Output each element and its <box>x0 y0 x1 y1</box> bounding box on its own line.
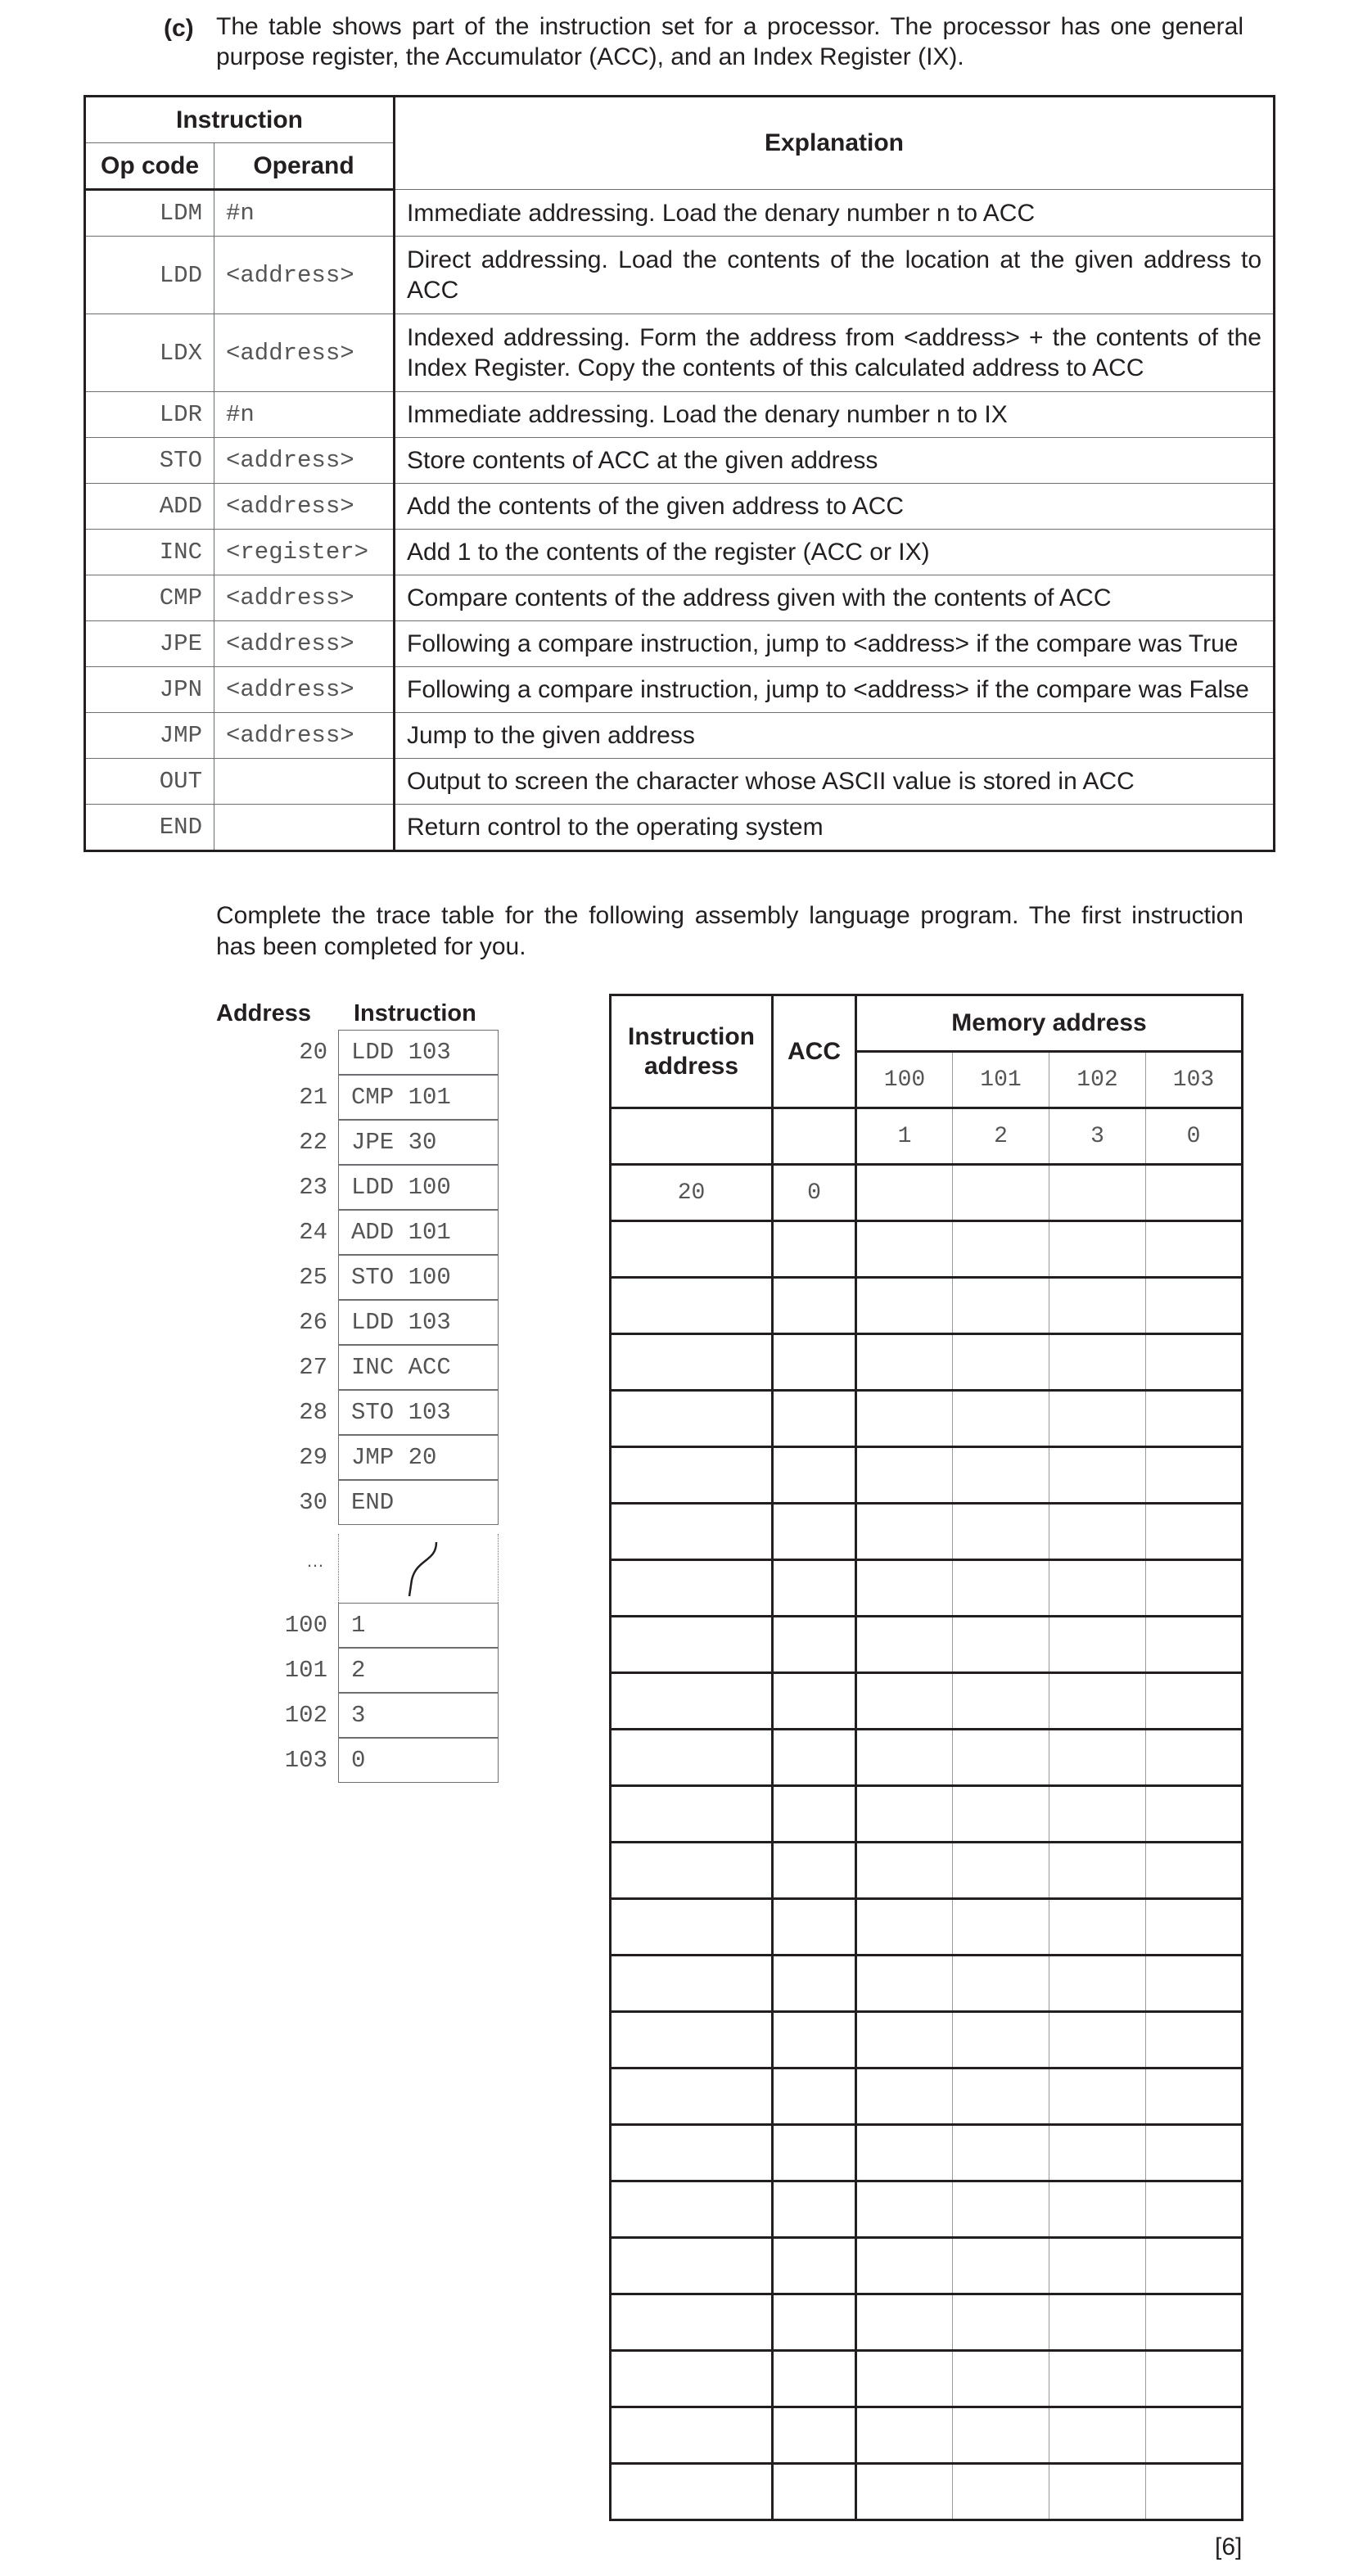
program-address: 30 <box>299 1489 327 1516</box>
trace-cell[interactable] <box>1049 1730 1146 1786</box>
trace-cell[interactable] <box>856 2181 953 2238</box>
memory-address-101: 101 <box>953 1052 1049 1108</box>
trace-cell[interactable] <box>953 2407 1049 2464</box>
operand-cell: <address> <box>214 667 395 713</box>
trace-cell[interactable] <box>773 1278 856 1334</box>
trace-cell[interactable] <box>611 2068 773 2125</box>
operand-cell: <address> <box>214 621 395 667</box>
program-address: 20 <box>299 1039 327 1066</box>
trace-cell[interactable] <box>1049 2464 1146 2520</box>
trace-cell[interactable] <box>953 1673 1049 1730</box>
trace-cell[interactable] <box>773 1899 856 1956</box>
trace-row <box>611 1334 1243 1391</box>
program-address: 101 <box>284 1657 327 1684</box>
trace-cell[interactable] <box>953 1560 1049 1617</box>
program-instruction: INC ACC <box>338 1345 499 1390</box>
initial-memory-103: 0 <box>1146 1108 1243 1165</box>
trace-cell[interactable] <box>953 2012 1049 2068</box>
trace-cell[interactable] <box>1146 1560 1243 1617</box>
trace-row <box>611 2181 1243 2238</box>
header-explanation: Explanation <box>395 97 1275 190</box>
instruction-row <box>85 530 1275 575</box>
trace-cell[interactable] <box>856 1617 953 1673</box>
instruction-row <box>85 438 1275 484</box>
instruction-row <box>85 621 1275 667</box>
trace-cell[interactable] <box>773 2012 856 2068</box>
trace-cell[interactable] <box>856 1447 953 1504</box>
trace-cell[interactable] <box>953 1899 1049 1956</box>
first-row-instruction-address: 20 <box>611 1165 773 1221</box>
trace-cell[interactable] <box>1146 2238 1243 2294</box>
trace-cell[interactable] <box>773 2181 856 2238</box>
program-instruction: STO 100 <box>338 1255 499 1300</box>
trace-cell[interactable] <box>773 1673 856 1730</box>
program-instruction: 3 <box>338 1693 499 1738</box>
trace-cell[interactable] <box>856 1391 953 1447</box>
operand-cell <box>214 759 395 805</box>
program-address: 103 <box>284 1747 327 1774</box>
trace-row <box>611 1899 1243 1956</box>
trace-cell[interactable] <box>856 1956 953 2012</box>
trace-cell[interactable] <box>856 2068 953 2125</box>
program-instruction: LDD 103 <box>338 1300 499 1345</box>
trace-cell[interactable] <box>611 1391 773 1447</box>
trace-row <box>611 1278 1243 1334</box>
opcode-cell: JMP <box>85 713 214 759</box>
trace-cell[interactable] <box>611 1956 773 2012</box>
memory-address-102: 102 <box>1049 1052 1146 1108</box>
explanation-cell: Compare contents of the address given with the contents of ACC <box>395 575 1275 621</box>
trace-cell[interactable] <box>1146 1391 1243 1447</box>
trace-cell[interactable] <box>1049 1165 1146 1221</box>
explanation-cell: Add 1 to the contents of the register (ACC or IX) <box>395 530 1275 575</box>
opcode-cell: INC <box>85 530 214 575</box>
program-instruction: ADD 101 <box>338 1210 499 1255</box>
trace-cell[interactable] <box>611 1560 773 1617</box>
trace-cell[interactable] <box>1049 1956 1146 2012</box>
trace-cell[interactable] <box>773 2068 856 2125</box>
program-address: 22 <box>299 1129 327 1156</box>
trace-row <box>611 1673 1243 1730</box>
trace-cell[interactable] <box>611 1730 773 1786</box>
trace-cell[interactable] <box>856 2294 953 2351</box>
trace-cell[interactable] <box>611 1786 773 1843</box>
trace-row <box>611 2238 1243 2294</box>
trace-cell[interactable] <box>1049 1560 1146 1617</box>
program-address: 28 <box>299 1399 327 1426</box>
trace-row <box>611 2294 1243 2351</box>
program-instruction: STO 103 <box>338 1390 499 1435</box>
trace-cell[interactable] <box>856 2012 953 2068</box>
trace-cell[interactable] <box>1146 1956 1243 2012</box>
program-instruction: 0 <box>338 1738 499 1783</box>
trace-cell[interactable] <box>611 2181 773 2238</box>
opcode-cell: LDR <box>85 392 214 438</box>
question-intro: The table shows part of the instruction set for a processor. The processor has one general purpose register, the Accumulator (ACC), and an Index Register (IX). <box>216 13 1243 70</box>
trace-cell[interactable] <box>773 1221 856 1278</box>
trace-cell[interactable] <box>1146 2181 1243 2238</box>
explanation-cell: Jump to the given address <box>395 713 1275 759</box>
trace-cell[interactable] <box>611 1447 773 1504</box>
instruction-row <box>85 237 1275 314</box>
trace-cell[interactable] <box>611 2351 773 2407</box>
trace-cell[interactable] <box>856 2238 953 2294</box>
trace-cell[interactable] <box>856 1843 953 1899</box>
trace-row <box>611 2012 1243 2068</box>
trace-row <box>611 1391 1243 1447</box>
operand-cell: <address> <box>214 484 395 530</box>
program-instruction: CMP 101 <box>338 1075 499 1120</box>
trace-cell[interactable] <box>1049 2238 1146 2294</box>
operand-cell <box>214 805 395 851</box>
memory-address-103: 103 <box>1146 1052 1243 1108</box>
trace-cell[interactable] <box>611 2294 773 2351</box>
trace-cell[interactable] <box>1146 2464 1243 2520</box>
program-address: 25 <box>299 1264 327 1291</box>
instruction-row <box>85 713 1275 759</box>
trace-table <box>609 994 1243 2521</box>
opcode-cell: ADD <box>85 484 214 530</box>
trace-cell[interactable] <box>1049 1843 1146 1899</box>
trace-cell[interactable] <box>773 1504 856 1560</box>
program-instruction: 2 <box>338 1648 499 1693</box>
trace-cell[interactable] <box>611 1673 773 1730</box>
trace-cell[interactable] <box>953 1221 1049 1278</box>
program-header-instruction: Instruction <box>354 1000 476 1026</box>
program-address: 21 <box>299 1084 327 1111</box>
trace-cell[interactable] <box>611 2125 773 2181</box>
opcode-cell: LDD <box>85 237 214 314</box>
instruction-set-table <box>83 95 1275 852</box>
task-text: Complete the trace table for the following assembly language program. The first instruction has been completed for you. <box>216 902 1243 960</box>
trace-row <box>611 1560 1243 1617</box>
header-operand: Operand <box>214 143 395 190</box>
opcode-cell: OUT <box>85 759 214 805</box>
trace-row <box>611 1843 1243 1899</box>
instruction-row <box>85 759 1275 805</box>
trace-cell[interactable] <box>1146 1843 1243 1899</box>
trace-cell[interactable] <box>1049 2407 1146 2464</box>
trace-cell[interactable] <box>856 2464 953 2520</box>
ellipsis: … <box>306 1550 324 1571</box>
initial-memory-102: 3 <box>1049 1108 1146 1165</box>
trace-cell[interactable] <box>1146 2068 1243 2125</box>
trace-cell[interactable] <box>1049 1504 1146 1560</box>
program-instruction: JPE 30 <box>338 1120 499 1165</box>
trace-header-instruction-address: Instruction address <box>611 995 773 1108</box>
trace-cell[interactable] <box>611 1108 773 1165</box>
trace-cell[interactable] <box>1146 2407 1243 2464</box>
explanation-cell: Following a compare instruction, jump to <address> if the compare was True <box>395 621 1275 667</box>
trace-header-memory: Memory address <box>856 995 1243 1052</box>
trace-cell[interactable] <box>773 1956 856 2012</box>
trace-cell[interactable] <box>773 1108 856 1165</box>
initial-memory-101: 2 <box>953 1108 1049 1165</box>
instruction-row <box>85 190 1275 237</box>
trace-cell[interactable] <box>773 1617 856 1673</box>
trace-cell[interactable] <box>1146 1617 1243 1673</box>
trace-cell[interactable] <box>953 1786 1049 1843</box>
opcode-cell: JPN <box>85 667 214 713</box>
trace-cell[interactable] <box>856 1673 953 1730</box>
trace-cell[interactable] <box>1049 1447 1146 1504</box>
trace-cell[interactable] <box>953 1504 1049 1560</box>
opcode-cell: STO <box>85 438 214 484</box>
trace-cell[interactable] <box>773 1786 856 1843</box>
trace-cell[interactable] <box>856 2407 953 2464</box>
trace-cell[interactable] <box>953 1617 1049 1673</box>
trace-cell[interactable] <box>856 1560 953 1617</box>
trace-row <box>611 1956 1243 2012</box>
trace-cell[interactable] <box>953 1334 1049 1391</box>
trace-cell[interactable] <box>773 2294 856 2351</box>
operand-cell: <address> <box>214 438 395 484</box>
trace-row <box>611 1617 1243 1673</box>
trace-cell[interactable] <box>773 1334 856 1391</box>
trace-cell[interactable] <box>953 2181 1049 2238</box>
trace-cell[interactable] <box>1049 2012 1146 2068</box>
operand-cell: <address> <box>214 237 395 314</box>
program-address: 102 <box>284 1702 327 1729</box>
question-label: (c) <box>164 15 194 42</box>
first-row-acc: 0 <box>773 1165 856 1221</box>
operand-cell: #n <box>214 190 395 237</box>
trace-cell[interactable] <box>953 1956 1049 2012</box>
trace-row <box>611 1447 1243 1504</box>
trace-cell[interactable] <box>611 2238 773 2294</box>
program-header-address: Address <box>216 1000 312 1026</box>
trace-cell[interactable] <box>856 2351 953 2407</box>
trace-cell[interactable] <box>611 2464 773 2520</box>
trace-cell[interactable] <box>953 1447 1049 1504</box>
instruction-row <box>85 484 1275 530</box>
operand-cell: <address> <box>214 575 395 621</box>
trace-cell[interactable] <box>1146 1730 1243 1786</box>
trace-cell[interactable] <box>953 2238 1049 2294</box>
trace-cell[interactable] <box>1049 1899 1146 1956</box>
trace-cell[interactable] <box>1146 1278 1243 1334</box>
trace-row <box>611 1221 1243 1278</box>
program-address: 23 <box>299 1174 327 1201</box>
break-line-icon <box>400 1537 449 1603</box>
marks: [6] <box>1215 2533 1243 2560</box>
trace-row <box>611 2068 1243 2125</box>
opcode-cell: LDX <box>85 314 214 392</box>
program-address: 27 <box>299 1354 327 1381</box>
operand-cell: #n <box>214 392 395 438</box>
trace-row <box>611 2464 1243 2520</box>
trace-cell[interactable] <box>953 2351 1049 2407</box>
explanation-cell: Indexed addressing. Form the address from <address> + the contents of the Index Register. Copy the contents of this calculated address to ACC <box>395 314 1275 392</box>
trace-cell[interactable] <box>1146 2294 1243 2351</box>
trace-cell[interactable] <box>953 1165 1049 1221</box>
explanation-cell: Return control to the operating system <box>395 805 1275 851</box>
operand-cell: <address> <box>214 713 395 759</box>
trace-cell[interactable] <box>1146 1673 1243 1730</box>
trace-cell[interactable] <box>773 1730 856 1786</box>
trace-row <box>611 1786 1243 1843</box>
trace-cell[interactable] <box>953 1278 1049 1334</box>
trace-cell[interactable] <box>611 1221 773 1278</box>
trace-row <box>611 2125 1243 2181</box>
trace-cell[interactable] <box>1146 1165 1243 1221</box>
trace-cell[interactable] <box>953 2068 1049 2125</box>
trace-header-acc: ACC <box>773 995 856 1108</box>
trace-cell[interactable] <box>953 2125 1049 2181</box>
program-instruction: 1 <box>338 1603 499 1648</box>
trace-cell[interactable] <box>773 1447 856 1504</box>
trace-cell[interactable] <box>773 1843 856 1899</box>
trace-cell[interactable] <box>953 1391 1049 1447</box>
trace-cell[interactable] <box>856 1278 953 1334</box>
opcode-cell: CMP <box>85 575 214 621</box>
trace-cell[interactable] <box>1049 2125 1146 2181</box>
program-address: 24 <box>299 1219 327 1246</box>
trace-cell[interactable] <box>1049 1278 1146 1334</box>
trace-cell[interactable] <box>1146 1334 1243 1391</box>
memory-address-100: 100 <box>856 1052 953 1108</box>
opcode-cell: END <box>85 805 214 851</box>
instruction-row <box>85 805 1275 851</box>
instruction-row <box>85 667 1275 713</box>
trace-cell[interactable] <box>1049 1391 1146 1447</box>
trace-row <box>611 1730 1243 1786</box>
explanation-cell: Immediate addressing. Load the denary number n to ACC <box>395 190 1275 237</box>
trace-cell[interactable] <box>1049 1786 1146 1843</box>
trace-cell[interactable] <box>856 2125 953 2181</box>
trace-cell[interactable] <box>1049 1673 1146 1730</box>
trace-cell[interactable] <box>1146 2012 1243 2068</box>
trace-cell[interactable] <box>773 1391 856 1447</box>
opcode-cell: JPE <box>85 621 214 667</box>
program-address: 100 <box>284 1612 327 1639</box>
trace-cell[interactable] <box>1049 2181 1146 2238</box>
instruction-row <box>85 392 1275 438</box>
program-instruction: END <box>338 1480 499 1525</box>
trace-cell[interactable] <box>856 1786 953 1843</box>
trace-cell[interactable] <box>773 2125 856 2181</box>
header-instruction: Instruction <box>85 97 395 143</box>
trace-cell[interactable] <box>611 2012 773 2068</box>
program-instruction: LDD 103 <box>338 1030 499 1075</box>
trace-cell[interactable] <box>611 1617 773 1673</box>
initial-memory-100: 1 <box>856 1108 953 1165</box>
trace-cell[interactable] <box>953 1843 1049 1899</box>
program-instruction: JMP 20 <box>338 1435 499 1480</box>
trace-cell[interactable] <box>1146 1221 1243 1278</box>
trace-cell[interactable] <box>1146 1447 1243 1504</box>
program-address: 26 <box>299 1309 327 1336</box>
explanation-cell: Following a compare instruction, jump to <address> if the compare was False <box>395 667 1275 713</box>
trace-cell[interactable] <box>856 1165 953 1221</box>
trace-cell[interactable] <box>1049 1334 1146 1391</box>
trace-cell[interactable] <box>1146 1899 1243 1956</box>
trace-cell[interactable] <box>611 1504 773 1560</box>
trace-cell[interactable] <box>1049 2351 1146 2407</box>
trace-cell[interactable] <box>953 2294 1049 2351</box>
trace-cell[interactable] <box>1049 2294 1146 2351</box>
trace-cell[interactable] <box>856 1899 953 1956</box>
opcode-cell: LDM <box>85 190 214 237</box>
trace-cell[interactable] <box>611 1278 773 1334</box>
trace-cell[interactable] <box>773 2238 856 2294</box>
instruction-row <box>85 314 1275 392</box>
trace-cell[interactable] <box>856 1504 953 1560</box>
trace-cell[interactable] <box>773 1560 856 1617</box>
explanation-cell: Immediate addressing. Load the denary number n to IX <box>395 392 1275 438</box>
trace-row <box>611 2351 1243 2407</box>
trace-cell[interactable] <box>773 2464 856 2520</box>
trace-cell[interactable] <box>953 2464 1049 2520</box>
trace-cell[interactable] <box>1049 2068 1146 2125</box>
trace-cell[interactable] <box>611 1334 773 1391</box>
trace-cell[interactable] <box>1146 1504 1243 1560</box>
operand-cell: <address> <box>214 314 395 392</box>
instruction-row <box>85 575 1275 621</box>
explanation-cell: Add the contents of the given address to ACC <box>395 484 1275 530</box>
trace-cell[interactable] <box>856 1334 953 1391</box>
explanation-cell: Direct addressing. Load the contents of the location at the given address to ACC <box>395 237 1275 314</box>
trace-cell[interactable] <box>1049 1221 1146 1278</box>
trace-cell[interactable] <box>611 1843 773 1899</box>
explanation-cell: Store contents of ACC at the given address <box>395 438 1275 484</box>
trace-cell[interactable] <box>773 2351 856 2407</box>
trace-cell[interactable] <box>611 1899 773 1956</box>
trace-cell[interactable] <box>1146 2125 1243 2181</box>
trace-cell[interactable] <box>1049 1617 1146 1673</box>
trace-cell[interactable] <box>1146 2351 1243 2407</box>
trace-cell[interactable] <box>611 2407 773 2464</box>
trace-row <box>611 1504 1243 1560</box>
trace-cell[interactable] <box>856 1221 953 1278</box>
operand-cell: <register> <box>214 530 395 575</box>
trace-cell[interactable] <box>1146 1786 1243 1843</box>
header-opcode: Op code <box>85 143 214 190</box>
program-instruction: LDD 100 <box>338 1165 499 1210</box>
program-address: 29 <box>299 1444 327 1471</box>
trace-cell[interactable] <box>953 1730 1049 1786</box>
explanation-cell: Output to screen the character whose ASCII value is stored in ACC <box>395 759 1275 805</box>
trace-cell[interactable] <box>773 2407 856 2464</box>
trace-cell[interactable] <box>856 1730 953 1786</box>
trace-row <box>611 2407 1243 2464</box>
